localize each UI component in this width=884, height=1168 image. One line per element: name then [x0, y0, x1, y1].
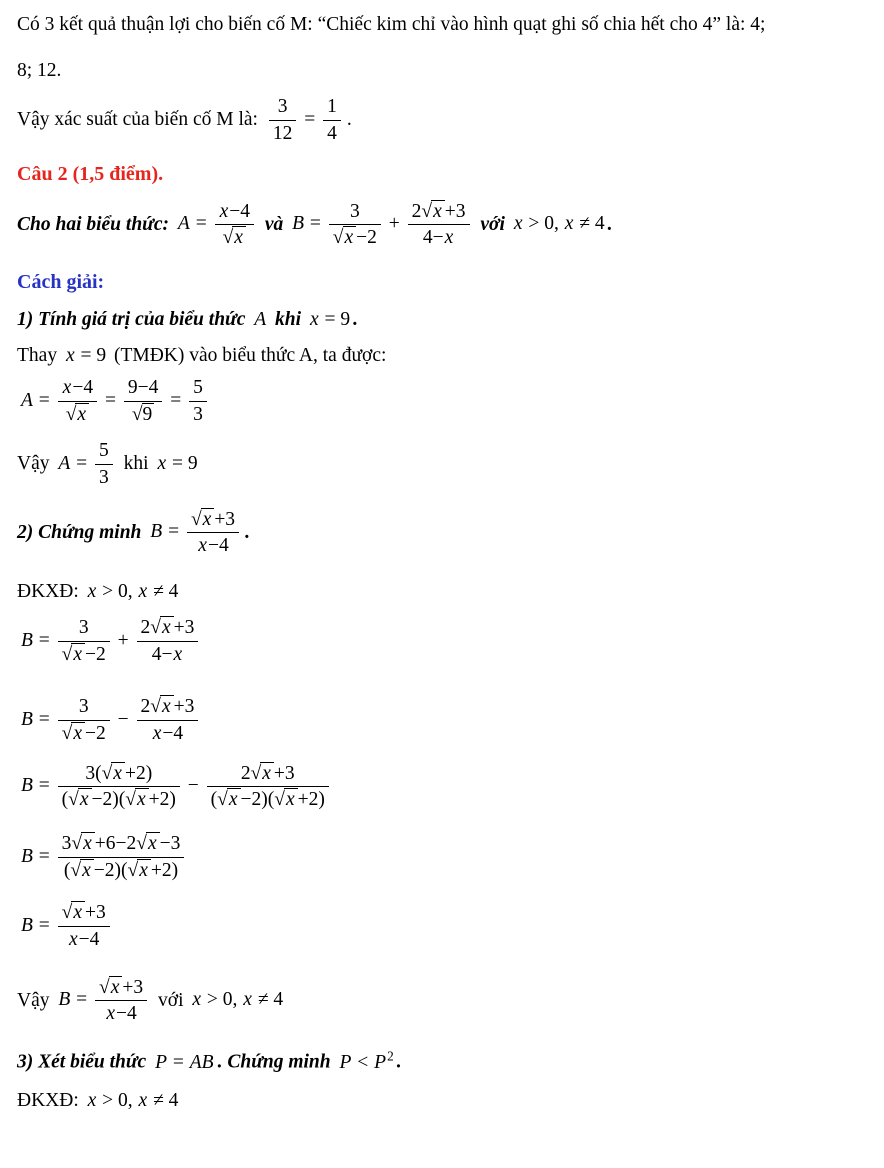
part2-heading: 2) Chứng minh B = $\frac{√ x +3}{x-4}$ .	[17, 508, 250, 557]
domain-condition-1: ĐKXĐ: x > 0, x ≠ 4	[17, 581, 179, 603]
equation-b-step2: B = $\frac{3}{√ x -2}$ − $\frac{2√ x +3}{x-4}$	[17, 696, 866, 745]
paragraph-probability-conclusion: Vậy xác suất của biến cố M là: $\frac{3}{12}$ = $\frac{1}{4}$ .	[17, 96, 352, 144]
part3-heading: 3) Xét biểu thức P = AB . Chứng minh $P < P^2$ .	[17, 1048, 402, 1073]
part1-heading: 1) Tính giá trị của biểu thức A khi x = 9 .	[17, 309, 358, 331]
solution-heading: Cách giải:	[17, 271, 105, 294]
conclusion-a: Vậy A = $\frac{5}{3}$ khi x = 9	[17, 439, 198, 488]
paragraph-favorable-outcomes	[17, 12, 866, 84]
equation-a-evaluation: A = $\frac{x-4}{√ x}$ = $\frac{9-4}{√9}$ = $\frac{5}{3}$	[17, 377, 866, 426]
equation-b-step3: B = $\frac{3(√ x +2)}{(√ x -2)(√ x +2)}$ − $\frac{2√ x +3}{(√ x -2)(√ x +2)}$	[17, 763, 866, 812]
problem-statement: Cho hai biểu thức: A = $\frac{x-4}{√ x}$ và B = $\frac{3}{√ x -2}$ + $\frac{2√ x +3}{4-x}$ với x > 0, x ≠ 4 .	[17, 200, 613, 249]
intro-line-2: 8; 12.	[17, 60, 62, 81]
intro-line-1: Có 3 kết quả thuận lợi cho biến cố M: “Chiếc kim chỉ vào hình quạt ghi số chia hết cho 4” là: 4;	[17, 14, 766, 35]
conclusion-b: Vậy B = $\frac{√ x +3}{x-4}$ với x > 0, x ≠ 4	[17, 976, 284, 1025]
equation-b-step5: B = $\frac{√ x +3}{x-4}$	[17, 902, 866, 951]
equation-b-step4: B = $\frac{3√ x +6-2√ x -3}{(√ x -2)(√ x +2)}$	[17, 833, 866, 882]
substitution-line: Thay x = 9 (TMĐK) vào biểu thức A, ta được:	[17, 345, 387, 367]
domain-condition-2: ĐKXĐ: x > 0, x ≠ 4	[17, 1089, 179, 1111]
equation-b-step1: B = $\frac{3}{√ x -2}$ + $\frac{2√ x +3}{4-x}$	[17, 617, 866, 666]
section-heading-cau2: Câu 2 (1,5 điểm).	[17, 162, 164, 185]
